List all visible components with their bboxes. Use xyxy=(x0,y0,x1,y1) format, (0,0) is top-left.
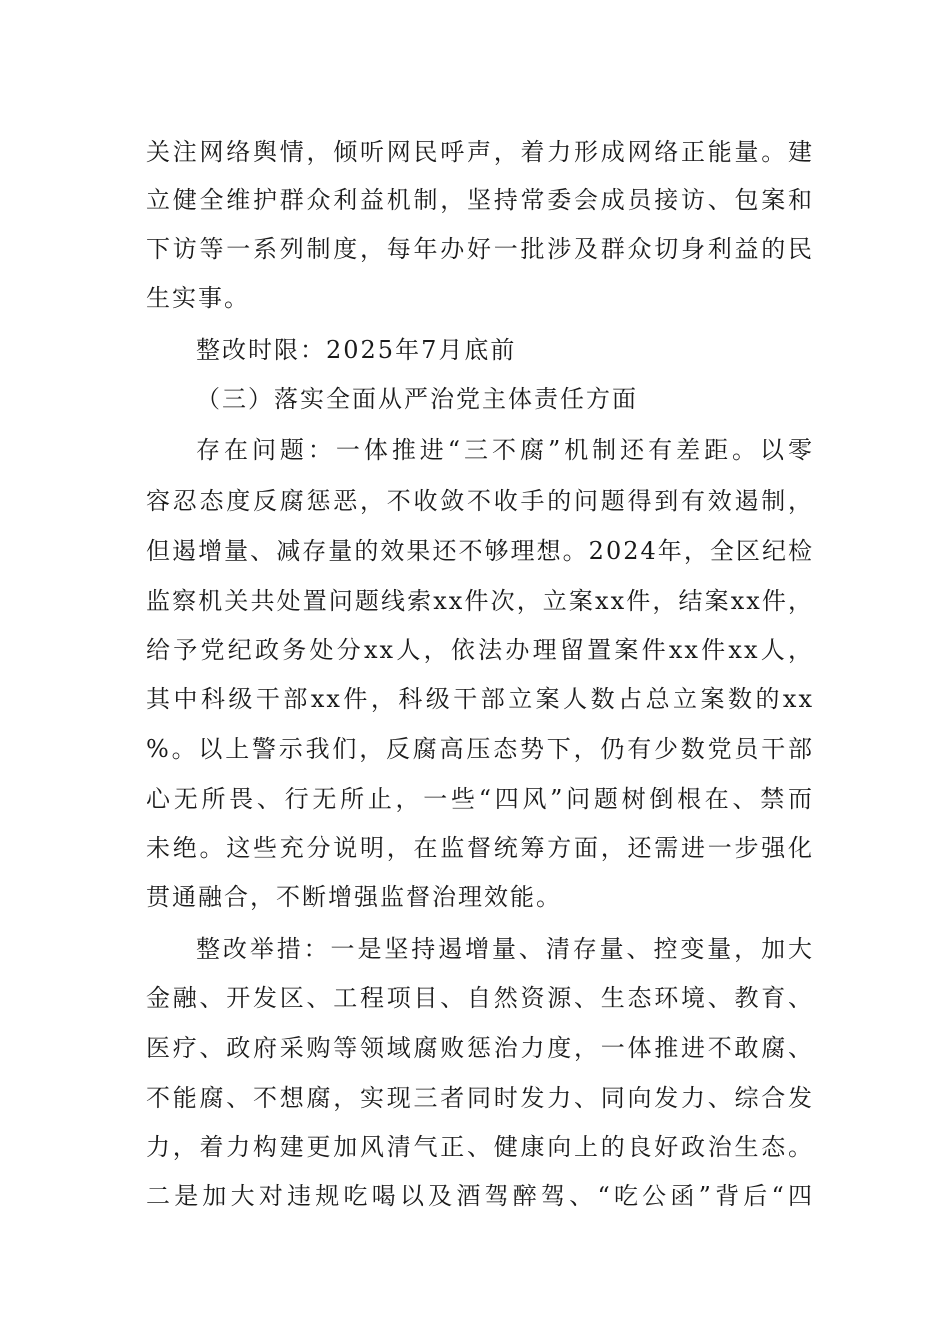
paragraph-line: 存在问题：一体推进“三不腐”机制还有差距。以零 xyxy=(196,436,814,464)
paragraph-line: 生实事。 xyxy=(146,284,250,312)
paragraph-line: 金融、开发区、工程项目、自然资源、生态环境、教育、 xyxy=(146,984,814,1012)
paragraph-line: 整改举措：一是坚持遏增量、清存量、控变量，加大 xyxy=(196,935,814,963)
paragraph-line: 心无所畏、行无所止，一些“四风”问题树倒根在、禁而 xyxy=(146,785,814,813)
paragraph-line: 二是加大对违规吃喝以及酒驾醉驾、“吃公函”背后“四 xyxy=(146,1182,814,1210)
paragraph-line: %。以上警示我们，反腐高压态势下，仍有少数党员干部 xyxy=(146,735,814,763)
paragraph-line: 容忍态度反腐惩恶，不收敛不收手的问题得到有效遏制， xyxy=(146,487,814,515)
paragraph-line: 下访等一系列制度，每年办好一批涉及群众切身利益的民 xyxy=(146,235,814,263)
paragraph-line: 未绝。这些充分说明，在监督统筹方面，还需进一步强化 xyxy=(146,834,814,862)
paragraph-line: 监察机关共处置问题线索xx件次，立案xx件，结案xx件， xyxy=(146,587,814,615)
paragraph-line: 不能腐、不想腐，实现三者同时发力、同向发力、综合发 xyxy=(146,1084,814,1112)
paragraph-line: 但遏增量、减存量的效果还不够理想。2024年，全区纪检 xyxy=(146,537,814,565)
section-heading: （三）落实全面从严治党主体责任方面 xyxy=(196,385,638,413)
paragraph-line: 关注网络舆情，倾听网民呼声，着力形成网络正能量。建 xyxy=(146,138,814,166)
paragraph-line: 医疗、政府采购等领域腐败惩治力度，一体推进不敢腐、 xyxy=(146,1034,814,1062)
paragraph-line: 力，着力构建更加风清气正、健康向上的良好政治生态。 xyxy=(146,1133,814,1161)
paragraph-line: 给予党纪政务处分xx人，依法办理留置案件xx件xx人， xyxy=(146,636,814,664)
paragraph-line: 立健全维护群众利益机制，坚持常委会成员接访、包案和 xyxy=(146,186,814,214)
paragraph-line: 其中科级干部xx件，科级干部立案人数占总立案数的xx xyxy=(146,685,814,713)
paragraph-line: 贯通融合，不断增强监督治理效能。 xyxy=(146,883,562,911)
deadline-line: 整改时限：2025年7月底前 xyxy=(196,336,517,364)
